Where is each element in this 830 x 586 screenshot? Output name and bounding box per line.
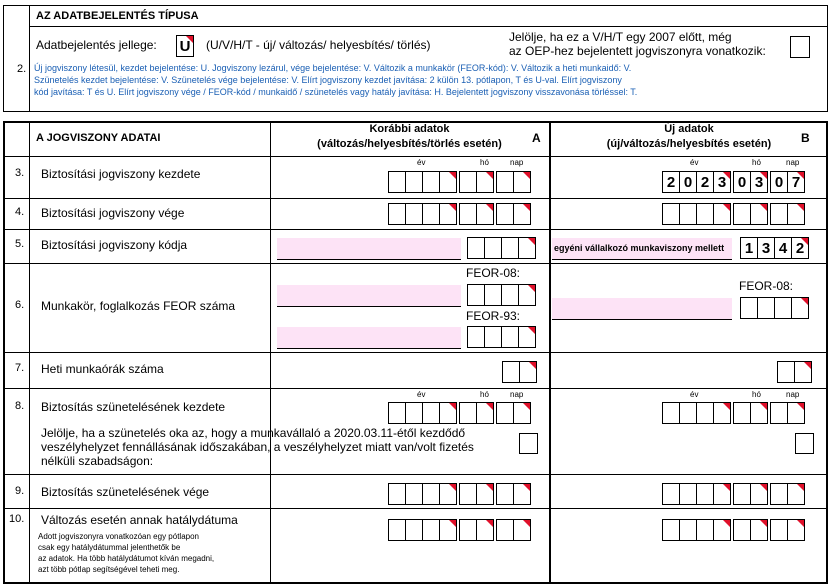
date-digit-box[interactable] (459, 171, 477, 193)
row6-old-feor08-code[interactable] (467, 284, 536, 306)
date-digit-box[interactable] (422, 483, 440, 505)
row4-old-date[interactable] (388, 203, 531, 225)
row9-number: 9. (15, 485, 25, 497)
code-digit-box[interactable] (484, 237, 502, 259)
row10-label: Változás esetén annak hatálydátuma (41, 513, 238, 527)
jelleg-input[interactable] (176, 35, 194, 57)
date-digit-box[interactable] (733, 483, 751, 505)
row-number-divider (29, 5, 30, 112)
date-digit-box[interactable]: 3 (713, 171, 731, 193)
row7-new-hours[interactable] (777, 361, 812, 383)
date-digit-box[interactable] (513, 483, 531, 505)
date-digit-box[interactable] (733, 519, 751, 541)
date-digit-box[interactable] (696, 203, 714, 225)
row10-note-line3: az adatok. Ha több hatálydátumot kíván megadni, (38, 554, 215, 563)
section1-title-divider (29, 26, 828, 27)
feor-digit-box[interactable] (484, 284, 502, 306)
date-digit-box[interactable] (513, 519, 531, 541)
feor-digit-box[interactable] (757, 297, 775, 319)
row6-old-feor08-description[interactable] (277, 285, 461, 307)
date-digit-box[interactable] (405, 203, 423, 225)
row10-note-line4: azt több pótlap segítségével teheti meg. (38, 565, 180, 574)
date-digit-box[interactable] (713, 402, 731, 424)
date-label-ev: év (417, 158, 426, 167)
date-digit-box[interactable] (476, 203, 494, 225)
row-divider (3, 352, 828, 353)
date-label-ev: év (690, 390, 699, 399)
date-digit-box[interactable] (459, 519, 477, 541)
date-digit-box[interactable] (750, 483, 768, 505)
date-label-ho: hó (752, 158, 761, 167)
row6-new-feor08-code[interactable] (740, 297, 809, 319)
col-b-heading: Új adatok (664, 123, 714, 135)
code-digit-box[interactable] (518, 237, 536, 259)
row8-new-date[interactable] (662, 402, 805, 424)
date-digit-box[interactable] (770, 519, 788, 541)
date-label-nap: nap (786, 390, 800, 399)
section1-title: AZ ADATBEJELENTÉS TÍPUSA (36, 10, 199, 22)
row9-old-date[interactable] (388, 483, 531, 505)
feor08-label: FEOR-08: (466, 266, 521, 280)
date-digit-box[interactable] (750, 203, 768, 225)
jelleg-label: Adatbejelentés jellege: (36, 38, 157, 52)
date-digit-box[interactable] (439, 171, 457, 193)
row10-old-date[interactable] (388, 519, 531, 541)
row3-new-date[interactable] (662, 171, 805, 193)
date-digit-box[interactable] (662, 402, 680, 424)
date-digit-box[interactable] (422, 171, 440, 193)
date-digit-box[interactable] (476, 483, 494, 505)
date-digit-box[interactable] (405, 402, 423, 424)
date-digit-box[interactable] (496, 483, 514, 505)
feor-digit-box[interactable] (467, 326, 485, 348)
date-digit-box[interactable] (476, 171, 494, 193)
code-digit-box[interactable] (501, 237, 519, 259)
col-b-letter: B (801, 131, 810, 145)
row8-old-date[interactable] (388, 402, 531, 424)
date-digit-box[interactable] (496, 203, 514, 225)
row6-new-feor08-description[interactable] (552, 298, 732, 320)
instructions-line1: Új jogviszony létesül, kezdet bejelentése: U. Jogviszony lezárul, vége bejelentése: V. Változik a munkakör (FEOR-kód): V. Változik a heti munkaidő: V. (34, 63, 632, 73)
row7-old-hours[interactable] (502, 361, 537, 383)
date-digit-box[interactable] (388, 203, 406, 225)
date-digit-box[interactable] (388, 402, 406, 424)
date-digit-box[interactable] (459, 402, 477, 424)
date-digit-box[interactable] (513, 203, 531, 225)
hours-digit-box[interactable] (777, 361, 795, 383)
row9-new-date[interactable] (662, 483, 805, 505)
date-digit-box[interactable] (513, 171, 531, 193)
oep-checkbox[interactable] (790, 36, 810, 58)
date-digit-box[interactable]: 2 (662, 171, 680, 193)
row4-number: 4. (15, 206, 25, 218)
date-digit-box[interactable] (496, 171, 514, 193)
row8-note-line3: nélküli szabadságon: (41, 454, 154, 468)
row5-new-code[interactable] (740, 237, 809, 259)
row4-new-date[interactable] (662, 203, 805, 225)
row3-old-date[interactable] (388, 171, 531, 193)
date-label-ho: hó (480, 390, 489, 399)
code-digit-box[interactable] (467, 237, 485, 259)
date-digit-box[interactable]: 0 (679, 171, 697, 193)
date-label-nap: nap (510, 390, 524, 399)
row-divider (3, 388, 828, 389)
date-digit-box[interactable] (439, 483, 457, 505)
date-digit-box[interactable] (388, 483, 406, 505)
feor-digit-box[interactable] (518, 326, 536, 348)
row8-new-emergency-checkbox[interactable] (795, 433, 814, 454)
date-digit-box[interactable] (750, 519, 768, 541)
row-divider (3, 508, 828, 509)
row3-number: 3. (15, 167, 25, 179)
feor-digit-box[interactable] (740, 297, 758, 319)
date-digit-box[interactable] (696, 519, 714, 541)
feor-digit-box[interactable] (501, 284, 519, 306)
row9-label: Biztosítás szünetelésének vége (41, 485, 210, 499)
date-digit-box[interactable] (405, 171, 423, 193)
date-digit-box[interactable] (733, 402, 751, 424)
row10-number: 10. (9, 513, 25, 525)
row8-old-emergency-checkbox[interactable] (519, 433, 538, 454)
date-digit-box[interactable] (388, 171, 406, 193)
row8-label: Biztosítás szünetelésének kezdete (41, 400, 226, 414)
col-a-heading: Korábbi adatok (369, 123, 450, 135)
date-digit-box[interactable] (459, 483, 477, 505)
date-digit-box[interactable] (750, 402, 768, 424)
row8-note-line2: veszélyhelyzet fennállásának időszakában, a veszélyhelyzet miatt van/volt fizetés (41, 440, 474, 454)
date-label-ev: év (417, 390, 426, 399)
row3-label: Biztosítási jogviszony kezdete (41, 167, 201, 181)
date-digit-box[interactable] (770, 402, 788, 424)
row5-old-description-field[interactable] (277, 238, 461, 260)
date-digit-box[interactable] (476, 519, 494, 541)
code-digit-box[interactable]: 3 (757, 237, 775, 259)
row8-note-line1: Jelölje, ha a szünetelés oka az, hogy a munkavállaló a 2020.03.11-étől kezdődő (41, 426, 466, 440)
row7-number: 7. (15, 362, 25, 374)
date-digit-box[interactable] (388, 519, 406, 541)
date-digit-box[interactable]: 3 (750, 171, 768, 193)
jelolje-line1: Jelölje, ha ez a V/H/T egy 2007 előtt, még (509, 30, 732, 44)
jelleg-value-box[interactable]: U (176, 35, 194, 57)
date-digit-box[interactable] (770, 483, 788, 505)
row6-number: 6. (15, 299, 25, 311)
date-digit-box[interactable] (405, 519, 423, 541)
row5-old-code[interactable] (467, 237, 536, 259)
date-digit-box[interactable] (679, 203, 697, 225)
date-digit-box[interactable] (679, 483, 697, 505)
date-digit-box[interactable] (787, 203, 805, 225)
col-a-subheading: (változás/helyesbítés/törlés esetén) (317, 138, 502, 150)
row5-label: Biztosítási jogviszony kódja (41, 238, 188, 252)
row6-label: Munkakör, foglalkozás FEOR száma (41, 299, 236, 313)
date-label-nap: nap (786, 158, 800, 167)
date-digit-box[interactable] (496, 519, 514, 541)
row-divider (3, 474, 828, 475)
row-divider (3, 156, 828, 157)
row5-new-description: egyéni vállalkozó munkaviszony mellett (554, 243, 725, 253)
date-digit-box[interactable] (459, 203, 477, 225)
feor93-label: FEOR-93: (466, 309, 521, 323)
row-divider (3, 198, 828, 199)
date-digit-box[interactable] (787, 402, 805, 424)
row10-note-line2: csak egy hatálydátummal jelenthetők be (38, 543, 181, 552)
date-digit-box[interactable] (422, 402, 440, 424)
date-digit-box[interactable] (679, 402, 697, 424)
date-label-ho: hó (752, 390, 761, 399)
date-digit-box[interactable]: 0 (733, 171, 751, 193)
date-digit-box[interactable] (496, 402, 514, 424)
row5-number: 5. (15, 238, 25, 250)
hours-digit-box[interactable] (519, 361, 537, 383)
feor-digit-box[interactable] (774, 297, 792, 319)
date-digit-box[interactable] (713, 519, 731, 541)
hours-digit-box[interactable] (502, 361, 520, 383)
date-digit-box[interactable] (696, 402, 714, 424)
instructions-line2: Szünetelés kezdet bejelentése: V. Szünetelés vége bejelentése: V. Elírt jogviszony kezdet javítása: 2 külön 13. pótlapon, T és U-val. Elírt jogviszony (34, 75, 622, 85)
row10-note-line1: Adott jogviszonyra vonatkozóan egy pótlapon (38, 532, 199, 541)
date-digit-box[interactable] (476, 402, 494, 424)
feor-digit-box[interactable] (484, 326, 502, 348)
date-digit-box[interactable] (662, 519, 680, 541)
date-digit-box[interactable] (513, 402, 531, 424)
feor-digit-box[interactable] (518, 284, 536, 306)
date-label-ev: év (690, 158, 699, 167)
date-digit-box[interactable] (422, 519, 440, 541)
code-digit-box[interactable]: 4 (774, 237, 792, 259)
row8-number: 8. (15, 400, 25, 412)
date-digit-box[interactable] (439, 402, 457, 424)
date-digit-box[interactable]: 7 (787, 171, 805, 193)
code-digit-box[interactable]: 1 (740, 237, 758, 259)
code-digit-box[interactable]: 2 (791, 237, 809, 259)
row-divider (3, 263, 828, 264)
jelleg-options: (U/V/H/T - új/ változás/ helyesbítés/ törlés) (206, 38, 431, 52)
jelolje-line2: az OEP-hez bejelentett jogviszonyra vonatkozik: (509, 44, 766, 58)
feor08-label: FEOR-08: (739, 279, 794, 293)
date-digit-box[interactable] (439, 519, 457, 541)
date-digit-box[interactable] (439, 203, 457, 225)
row4-label: Biztosítási jogviszony vége (41, 206, 185, 220)
date-digit-box[interactable]: 0 (770, 171, 788, 193)
feor-digit-box[interactable] (501, 326, 519, 348)
date-label-nap: nap (510, 158, 524, 167)
row6-old-feor93-code[interactable] (467, 326, 536, 348)
date-digit-box[interactable] (713, 203, 731, 225)
row10-new-date[interactable] (662, 519, 805, 541)
date-digit-box[interactable] (787, 483, 805, 505)
date-digit-box[interactable] (787, 519, 805, 541)
hours-digit-box[interactable] (794, 361, 812, 383)
col-a-letter: A (532, 131, 541, 145)
section2-title: A JOGVISZONY ADATAI (36, 132, 161, 144)
date-label-ho: hó (480, 158, 489, 167)
feor-digit-box[interactable] (791, 297, 809, 319)
date-digit-box[interactable] (422, 203, 440, 225)
date-digit-box[interactable] (696, 483, 714, 505)
date-digit-box[interactable] (679, 519, 697, 541)
col-b-subheading: (új/változás/helyesbítés esetén) (606, 138, 772, 150)
date-digit-box[interactable] (405, 483, 423, 505)
date-digit-box[interactable] (733, 203, 751, 225)
date-digit-box[interactable]: 2 (696, 171, 714, 193)
instructions-line3: kód javítása: T és U. Elírt jogviszony vége / FEOR-kód / munkaidő / szünetelés vagy hatály javítása: H. Bejelentett jogviszony visszavonása törléssel: T. (34, 87, 638, 97)
section1-row-number: 2. (17, 63, 27, 75)
date-digit-box[interactable] (713, 483, 731, 505)
row7-label: Heti munkaórák száma (41, 362, 164, 376)
date-digit-box[interactable] (662, 483, 680, 505)
feor-digit-box[interactable] (467, 284, 485, 306)
row6-old-feor93-description[interactable] (277, 327, 461, 349)
row-divider (3, 229, 828, 230)
date-digit-box[interactable] (770, 203, 788, 225)
date-digit-box[interactable] (662, 203, 680, 225)
